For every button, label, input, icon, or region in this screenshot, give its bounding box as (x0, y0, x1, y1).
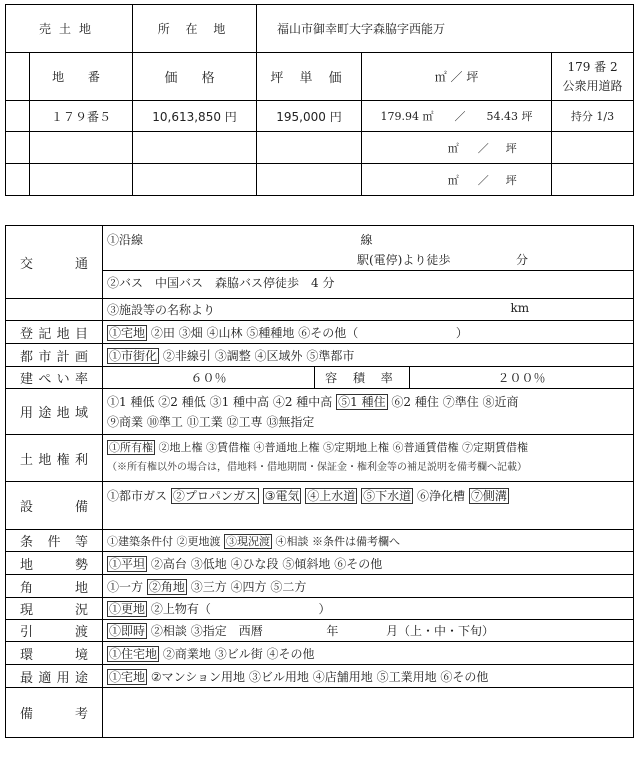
zoning-option: ⑦準住 (442, 394, 479, 409)
zoning-option: ⑧近商 (482, 394, 519, 409)
registry-option-close: ） (455, 325, 468, 340)
page-title: 売土地 (6, 5, 133, 53)
traffic-km-unit: km (510, 301, 530, 315)
area-sqm: 179.94 ㎡ (380, 110, 434, 123)
condition-option-selected: ③現況渡 (226, 534, 270, 548)
best-use-option: ④店舗用地 (312, 669, 373, 684)
area-separator: ／ (477, 141, 489, 155)
delivery-option: ③指定 西暦 (190, 624, 263, 638)
facility-option: ⑥浄化槽 (416, 489, 465, 503)
area-tsubo: 54.43 坪 (486, 110, 533, 123)
registry-option: ④山林 (206, 325, 243, 340)
facility-option: ①都市ガス (107, 489, 168, 503)
note-header-line1: 179 番 2 (567, 59, 618, 74)
registry-option: ③畑 (178, 325, 203, 340)
corner-option: ③三方 (190, 579, 227, 594)
area-cell (362, 101, 552, 132)
zoning-option: ⑥2 種住 (391, 394, 439, 409)
corner-option: ⑤二方 (270, 579, 307, 594)
rights-option: ⑤定期地上権 (323, 441, 389, 454)
current-option-selected: ①更地 (109, 602, 146, 616)
corner-label: 角 地 (6, 575, 103, 598)
table-row (6, 101, 634, 132)
rights-note: （※所有権以外の場合は，借地料・借地期間・保証金・権利金等の補足説明を備考欄へ記載） (107, 462, 527, 473)
best-use-option: ⑤工業用地 (376, 669, 437, 684)
traffic-minutes-unit: 分 (516, 252, 529, 267)
traffic-line-unit: 線 (360, 232, 373, 247)
terrain-option-selected: ①平坦 (109, 556, 146, 571)
rights-option: ④普通地上権 (253, 441, 320, 454)
condition-option: ④相談 (275, 534, 309, 548)
current-option-close: ） (318, 602, 331, 616)
tsubo-price-header: 坪 単 価 (257, 53, 362, 101)
current-row (6, 598, 634, 620)
rights-label: 土地権利 (6, 435, 103, 482)
area-cell (362, 132, 552, 164)
traffic-bus: ②バス 中国バス 森脇バス停徒歩 4 分 (103, 270, 633, 295)
environment-option-selected: ①住宅地 (109, 646, 158, 661)
facility-option-selected: ④上水道 (307, 489, 356, 503)
planning-row (6, 344, 634, 367)
planning-option: ⑤準都市 (306, 348, 355, 363)
terrain-row (6, 552, 634, 575)
lot-cell (30, 132, 133, 164)
planning-option: ④区域外 (254, 348, 303, 363)
note-header (552, 53, 634, 101)
price-cell: 10,613,850 円 (133, 101, 257, 132)
area-tsubo: 坪 (505, 141, 517, 155)
zoning-option: ①1 種低 (107, 394, 155, 409)
rights-option: ②地上権 (158, 441, 203, 454)
table-row (6, 164, 634, 196)
corner-row (6, 575, 634, 598)
price-cell (133, 132, 257, 164)
condition-option: ②更地渡 (176, 534, 221, 548)
rights-row (6, 435, 634, 482)
zoning-option: ⑨商業 (107, 414, 144, 429)
coverage-value: ６０％ (103, 367, 315, 389)
rights-option: ⑦定期賃借権 (462, 441, 528, 454)
terrain-option: ③低地 (190, 556, 227, 571)
facility-option-selected: ③電気 (264, 489, 300, 503)
lot-cell: １７９番５ (30, 101, 133, 132)
location-value: 福山市御幸町大字森脇字西能万 (257, 5, 634, 53)
best-use-label: 最適用途 (6, 665, 103, 688)
planning-option-selected: ①市街化 (109, 348, 158, 363)
area-cell (362, 164, 552, 196)
condition-option: ①建築条件付 (107, 534, 173, 548)
registry-row (6, 321, 634, 344)
table-row (6, 132, 634, 164)
price-header: 価 格 (133, 53, 257, 101)
property-details-table (5, 225, 634, 738)
best-use-row (6, 665, 634, 688)
planning-label: 都市計画 (6, 344, 103, 367)
area-sqm: ㎡ (447, 141, 459, 155)
corner-option: ①一方 (107, 579, 144, 594)
note-cell: 持分 1/3 (552, 101, 634, 132)
tsubo-price-cell (257, 132, 362, 164)
environment-label: 環 境 (6, 642, 103, 665)
conditions-row (6, 530, 634, 552)
current-label: 現 況 (6, 598, 103, 620)
tsubo-price-cell (257, 164, 362, 196)
terrain-option: ⑤傾斜地 (282, 556, 331, 571)
registry-option: ⑥その他（ (298, 325, 359, 340)
facility-option-selected: ⑦側溝 (470, 489, 507, 503)
terrain-option: ⑥その他 (334, 556, 383, 571)
lot-header: 地 番 (30, 53, 133, 101)
best-use-option: ⑥その他 (440, 669, 489, 684)
environment-row (6, 642, 634, 665)
current-option: ②上物有（ (150, 602, 211, 616)
area-separator: ／ (454, 110, 466, 123)
delivery-row (6, 620, 634, 642)
traffic-rail: ①沿線 (107, 232, 144, 247)
area-tsubo: 坪 (505, 173, 517, 187)
remarks-value (103, 688, 634, 738)
lot-cell (30, 164, 133, 196)
remarks-row (6, 688, 634, 738)
delivery-option-selected: ①即時 (109, 624, 146, 638)
note-header-line2: 公衆用道路 (562, 78, 623, 93)
environment-option: ③ビル街 (214, 646, 263, 661)
zoning-option: ⑬無指定 (266, 414, 315, 429)
delivery-year: 年 (326, 624, 339, 638)
zoning-option: ⑩準工 (146, 414, 183, 429)
remarks-label: 備 考 (6, 688, 103, 738)
traffic-facility: ③施設等の名称より (107, 303, 216, 317)
best-use-option: ③ビル用地 (248, 669, 309, 684)
planning-option: ③調整 (214, 348, 251, 363)
delivery-option: ②相談 (150, 624, 187, 638)
area-header: ㎡ ／ 坪 (362, 53, 552, 101)
ratio-row (6, 367, 634, 389)
area-separator: ／ (477, 173, 489, 187)
zoning-option: ④2 種中高 (272, 394, 333, 409)
tsubo-price-cell: 195,000 円 (257, 101, 362, 132)
far-value: ２００％ (410, 367, 634, 389)
zoning-row (6, 389, 634, 435)
area-sqm: ㎡ (447, 173, 459, 187)
environment-option: ②商業地 (162, 646, 211, 661)
note-cell (552, 164, 634, 196)
condition-note: ※条件は備考欄へ (312, 534, 400, 548)
best-use-option-selected: ①宅地 (109, 669, 146, 684)
delivery-month: 月（上・中・下旬） (386, 624, 495, 638)
coverage-label: 建ぺい率 (6, 367, 103, 389)
zoning-option: ⑫工専 (226, 414, 263, 429)
terrain-label: 地 勢 (6, 552, 103, 575)
location-label: 所 在 地 (133, 5, 257, 53)
registry-option: ②田 (150, 325, 175, 340)
facility-option-selected: ⑤下水道 (363, 489, 412, 503)
far-label: 容 積 率 (315, 367, 410, 389)
traffic-label: 交 通 (6, 226, 103, 299)
delivery-label: 引 渡 (6, 620, 103, 642)
registry-option-selected: ①宅地 (109, 325, 146, 340)
traffic-row (6, 226, 634, 299)
corner-option: ④四方 (230, 579, 267, 594)
facility-option-selected: ②プロパンガス (172, 489, 257, 503)
registry-option: ⑤種種地 (246, 325, 295, 340)
terrain-option: ②高台 (150, 556, 187, 571)
zoning-option: ⑪工業 (186, 414, 223, 429)
rights-option: ③賃借権 (206, 441, 250, 454)
price-cell (133, 164, 257, 196)
zoning-label: 用途地域 (6, 389, 103, 435)
facilities-row (6, 482, 634, 530)
terrain-option: ④ひな段 (230, 556, 279, 571)
rights-option: ⑥普通賃借権 (392, 441, 459, 454)
environment-option: ④その他 (266, 646, 315, 661)
property-summary-table (5, 4, 634, 196)
facilities-label: 設 備 (6, 482, 103, 530)
note-cell (552, 132, 634, 164)
registry-label: 登記地目 (6, 321, 103, 344)
zoning-option: ③1 種中高 (209, 394, 270, 409)
zoning-option-selected: ⑤1 種住 (338, 394, 386, 409)
rights-option-selected: ①所有権 (109, 441, 153, 454)
corner-option-selected: ②角地 (148, 579, 185, 594)
zoning-option: ②2 種低 (158, 394, 206, 409)
planning-option: ②非線引 (162, 348, 211, 363)
best-use-option: ②マンション用地 (150, 669, 246, 684)
conditions-label: 条 件 等 (6, 530, 103, 552)
traffic-walk-from-station: 駅(電停)より徒歩 (357, 252, 451, 267)
